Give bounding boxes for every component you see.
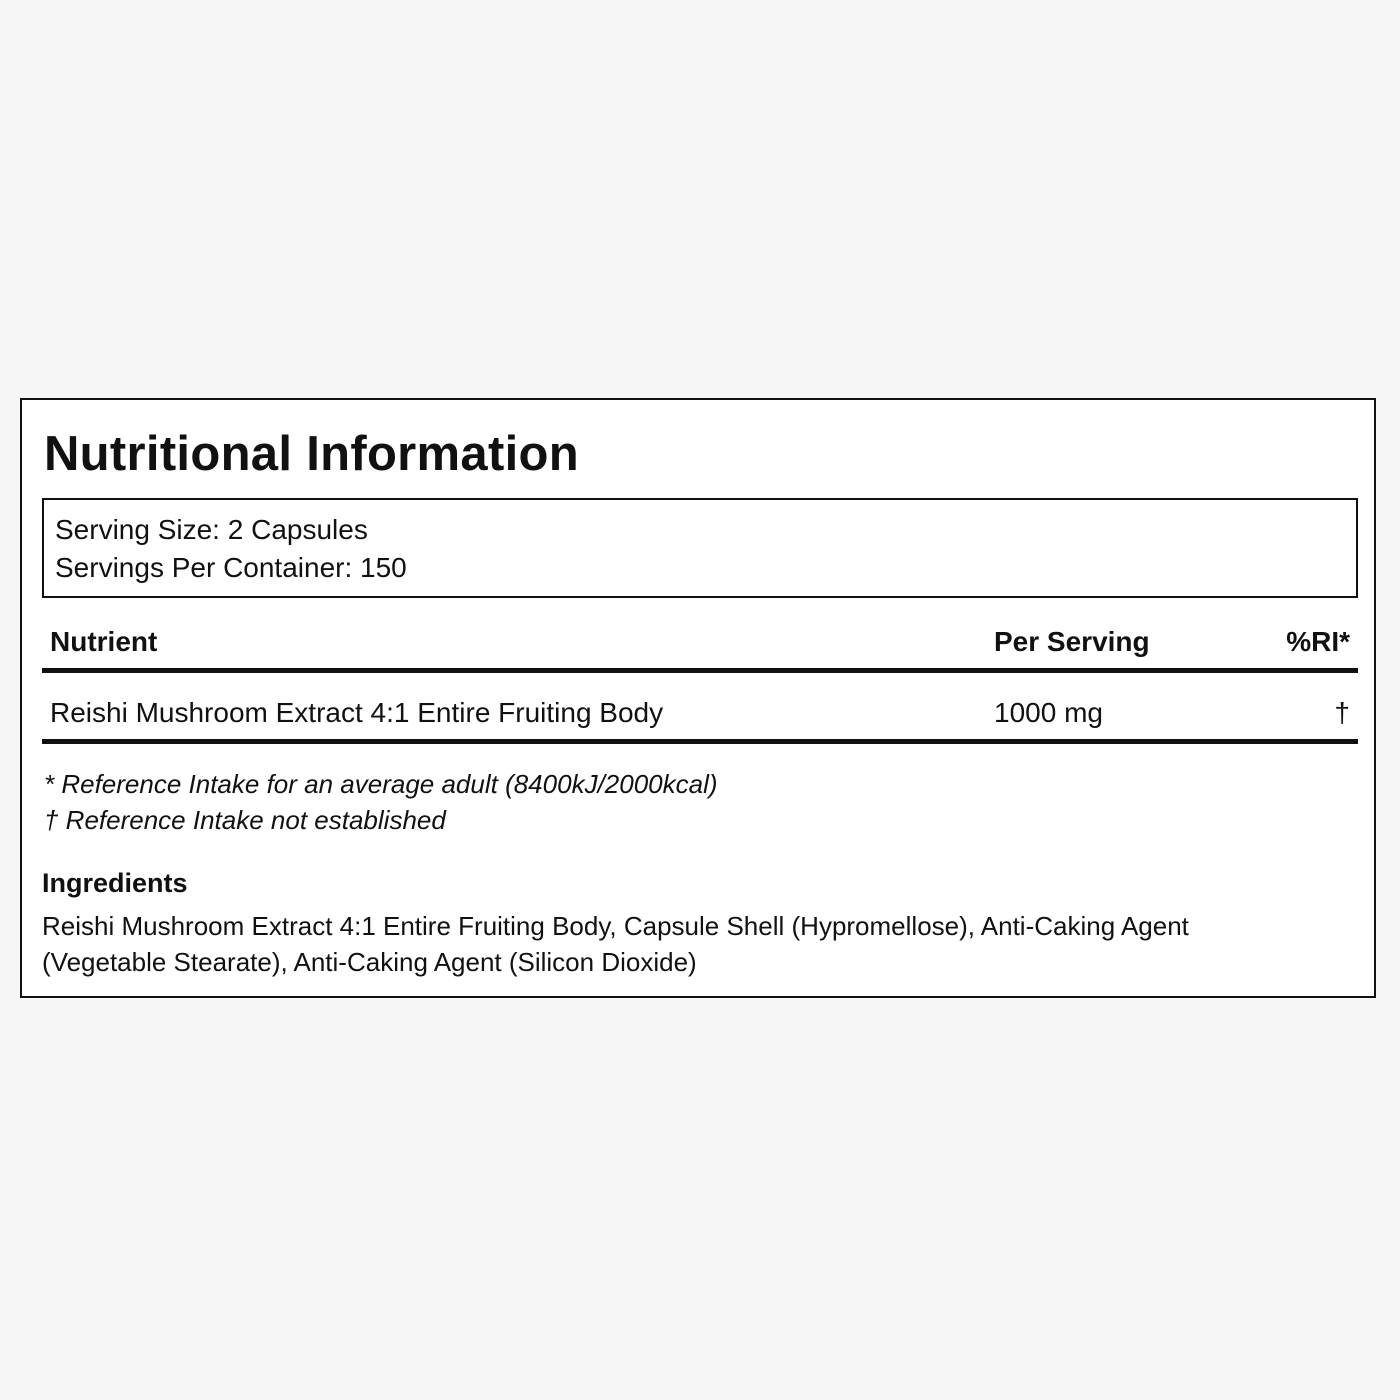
- serving-size: Serving Size: 2 Capsules: [55, 514, 368, 545]
- nutrition-label: [20, 398, 1376, 998]
- nutrient-name: Reishi Mushroom Extract 4:1 Entire Fruiting Body: [50, 697, 664, 728]
- serving-info-box: [42, 498, 1358, 598]
- servings-per-container: Servings Per Container: 150: [55, 552, 407, 583]
- header-per-serving: Per Serving: [994, 626, 1150, 657]
- ingredients-list: Reishi Mushroom Extract 4:1 Entire Fruiting Body, Capsule Shell (Hypromellose), Anti-Caking Agent (Vegetable Stearate), Anti-Caking Agent (Silicon Dioxide): [42, 911, 1189, 977]
- nutrient-amount: 1000 mg: [994, 697, 1103, 728]
- table-row: [42, 673, 1358, 744]
- label-title: Nutritional Information: [44, 427, 579, 481]
- footnote-ri-not-established: † Reference Intake not established: [44, 805, 446, 835]
- nutrient-ri: †: [1334, 697, 1350, 728]
- ingredients-heading: Ingredients: [42, 868, 188, 898]
- nutrient-table: [42, 620, 1358, 744]
- footnotes: [44, 766, 718, 838]
- footnote-ri-adult: * Reference Intake for an average adult (8400kJ/2000kcal): [44, 769, 718, 799]
- header-ri: %RI*: [1286, 626, 1350, 657]
- table-header-row: [42, 620, 1358, 673]
- header-nutrient: Nutrient: [50, 626, 158, 657]
